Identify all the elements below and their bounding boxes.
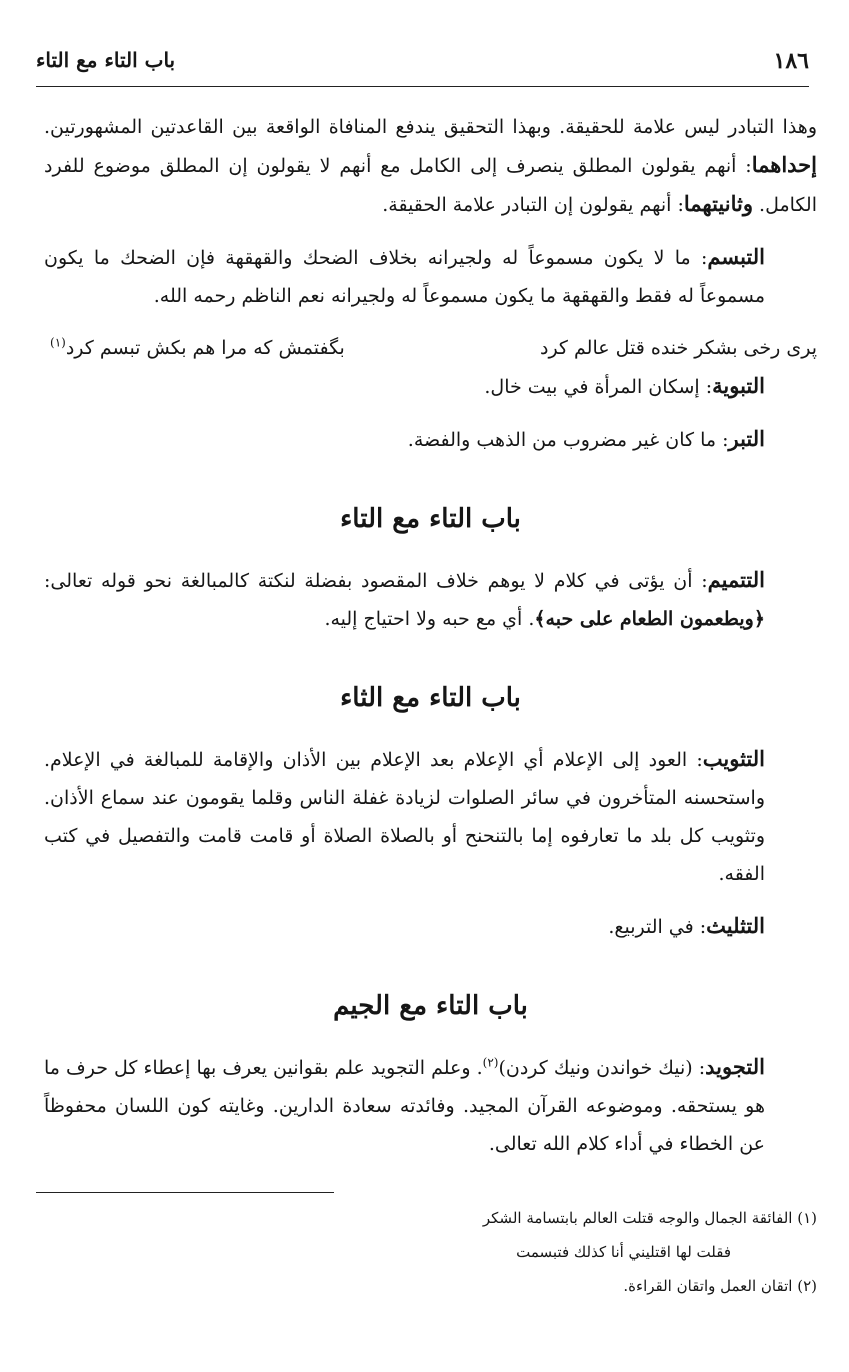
entry-tathwib: [44, 740, 817, 893]
entry-term: التثويب: [702, 746, 765, 771]
entry-definition: : العود إلى الإعلام أي الإعلام بعد الإعلام بين الأذان والإقامة للمبالغة في الإعلام. واستحسنه المتأخرون في سائر الصلوات لزيادة غفلة الناس وقلما يقومون عند سماع الأذان. وتثويب كل بلد ما تعارفوه إما بالتنحنح أو بالصلاة الصلاة أو قامت قامت والتفصيل في كتب الفقه.: [44, 749, 765, 885]
intro-paragraph: [44, 108, 817, 224]
section-heading-ta-jim: باب التاء مع الجيم: [333, 991, 528, 1021]
intro-text: وهذا التبادر ليس علامة للحقيقة. وبهذا التحقيق يندفع المنافاة الواقعة بين القاعدتين المشهورتين.: [44, 116, 817, 138]
entry-tibr: [44, 420, 817, 459]
footnote-text: اتقان العمل واتقان القراءة.: [623, 1277, 793, 1295]
footnote-2: [36, 1272, 817, 1300]
entry-tabwiya: [44, 367, 817, 406]
footnote-1-second-line: فقلت لها اقتليني أنا كذلك فتبسمت: [516, 1243, 731, 1261]
intro-text-3: : أنهم يقولون إن التبادر علامة الحقيقة.: [382, 194, 684, 216]
entry-definition: : ما كان غير مضروب من الذهب والفضة.: [407, 429, 729, 451]
entry-definition: : ما لا يكون مسموعاً له ولجيرانه بخلاف الضحك والقهقهة فإن الضحك ما يكون مسموعاً له فقط والقهقهة ما يكون مسموعاً له ولجيرانه نعم الناظم رحمه الله.: [44, 247, 765, 307]
footnote-ref-1: (١): [50, 335, 66, 350]
entry-definition: : إسكان المرأة في بيت خال.: [484, 376, 713, 398]
entry-definition-2: . وعلم التجويد علم بقوانين يعرف بها إعطاء كل حرف ما هو يستحقه. وموضوعه القرآن المجيد. وفائدته سعادة الدارين. وغايته كون اللسان محفوظاً عن الخطاء في أداء كلام الله تعالى.: [44, 1057, 765, 1155]
entry-tajwid: [44, 1048, 817, 1163]
section-heading-ta-tha: باب التاء مع الثاء: [340, 683, 521, 713]
entry-tathlith: [44, 907, 817, 946]
term-thaniyatuhuma: وثانيتهما: [683, 191, 753, 216]
entry-term: التبوية: [712, 373, 765, 398]
footnote-text: الفائقة الجمال والوجه قتلت العالم بابتسامة الشكر: [482, 1209, 793, 1227]
running-head: [36, 46, 809, 87]
quran-quote: ﴿ويطعمون الطعام على حبه﴾: [534, 608, 765, 630]
entry-definition: : في التربيع.: [608, 916, 707, 938]
footnote-number: (١): [797, 1209, 817, 1227]
section-heading-ta-ta: باب التاء مع التاء: [340, 504, 521, 534]
entry-term: التجويد: [705, 1054, 765, 1079]
term-ihdahuma: إحداهما: [751, 152, 817, 177]
entry-tabassum: [44, 238, 817, 315]
footnote-number: (٢): [797, 1277, 817, 1295]
entry-definition: : (نيك خواندن ونيك كردن): [498, 1057, 706, 1079]
verse-hemistich-2: بگفتمش كه مرا هم بكش تبسم كرد: [65, 337, 345, 359]
entry-term: التثليث: [706, 913, 765, 938]
entry-definition: : أن يؤتى في كلام لا يوهم خلاف المقصود بفضلة لنكتة كالمبالغة نحو قوله تعالى:: [44, 570, 708, 592]
entry-definition-tail: . أي مع حبه ولا احتياج إليه.: [324, 608, 535, 630]
footnote-rule: [36, 1192, 334, 1193]
running-title: باب التاء مع التاء: [36, 48, 176, 72]
entry-term: التبسم: [707, 244, 765, 269]
footnote-ref-2: (٢): [482, 1055, 499, 1070]
footnote-1: [36, 1204, 817, 1232]
footnotes: [36, 1198, 817, 1306]
page-number: ١٨٦: [773, 48, 809, 74]
entry-term: التتميم: [707, 567, 765, 592]
persian-verse: [44, 329, 817, 367]
verse-hemistich-1: پرى رخى بشكر خنده قتل عالم كرد: [539, 337, 817, 359]
entry-tatmim: [44, 561, 817, 638]
main-text: [44, 108, 817, 1177]
entry-term: التبر: [728, 426, 765, 451]
intro-text-2: : أنهم يقولون المطلق ينصرف إلى الكامل مع أنهم لا يقولون إن المطلق موضوع للفرد الكامل.: [44, 155, 817, 216]
